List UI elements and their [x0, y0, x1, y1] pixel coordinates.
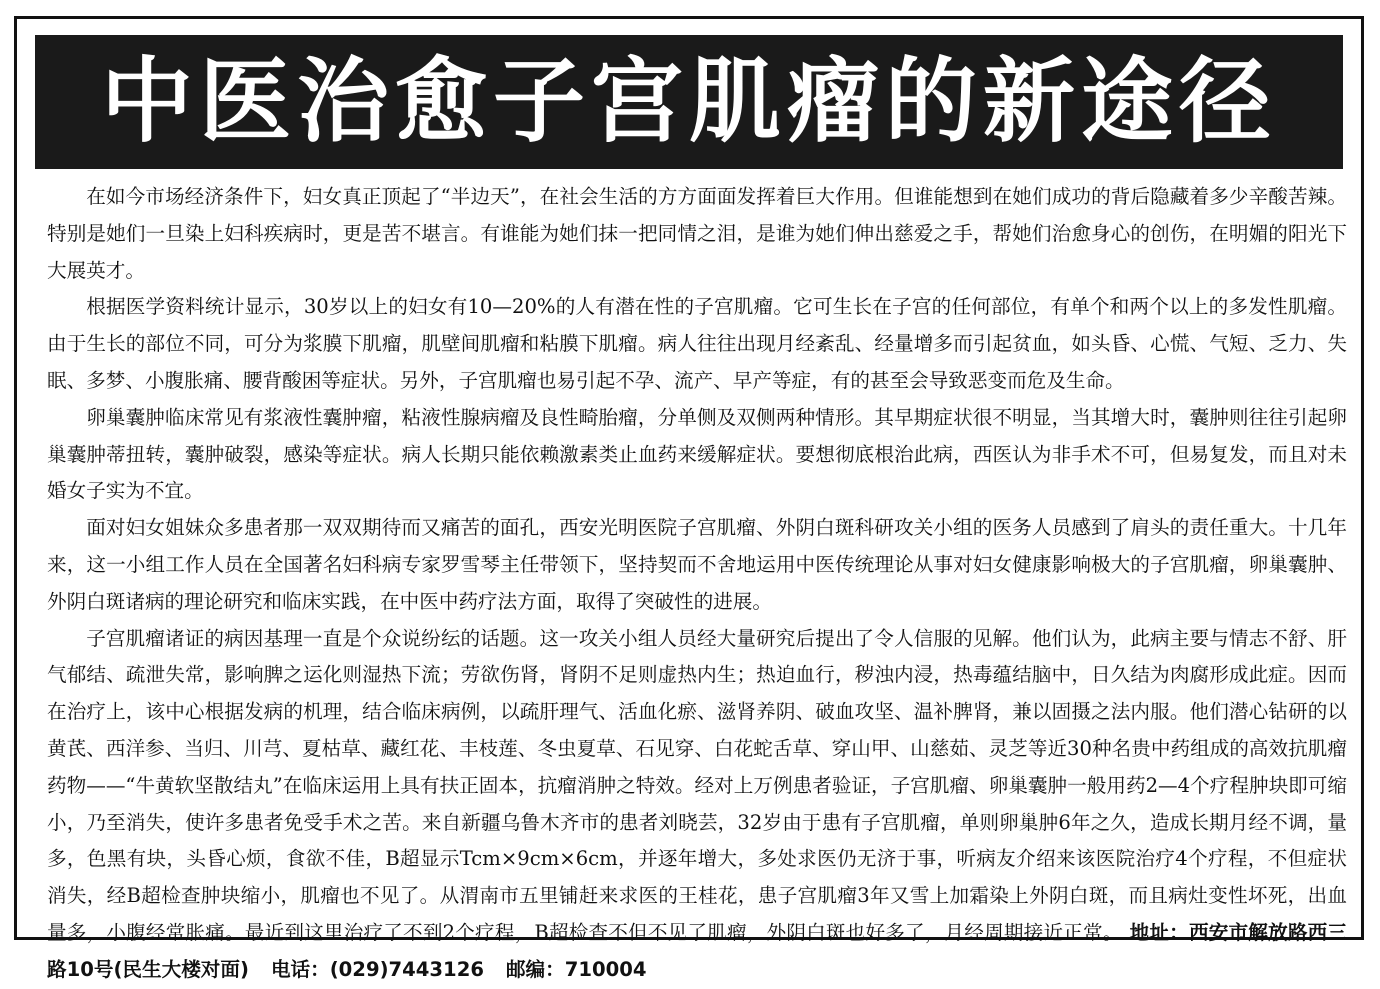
paragraph: 根据医学资料统计显示，30岁以上的妇女有10—20%的人有潜在性的子宫肌瘤。它可生长在子宫的任何部位，有单个和两个以上的多发性肌瘤。由于生长的部位不同，可分为浆膜下肌瘤，肌壁间肌瘤和粘膜下肌瘤。病人往往出现月经紊乱、经量增多而引起贫血，如头昏、心慌、气短、乏力、失眠、多梦、小腹胀痛、腰背酸困等症状。另外，子宫肌瘤也易引起不孕、流产、早产等症，有的甚至会导致恶变而危及生命。	[47, 295, 1347, 392]
page-title: 中医治愈子宫肌瘤的新途径	[100, 48, 1277, 155]
paragraph-with-contact	[47, 621, 1347, 989]
title-banner	[35, 35, 1343, 169]
paragraph: 卵巢囊肿临床常见有浆液性囊肿瘤，粘液性腺病瘤及良性畸胎瘤，分单侧及双侧两种情形。其早期症状很不明显，当其增大时，囊肿则往往引起卵巢囊肿蒂扭转，囊肿破裂，感染等症状。病人长期只能依赖激素类止血药来缓解症状。要想彻底根治此病，西医认为非手术不可，但易复发，而且对未婚女子实为不宜。	[47, 405, 1347, 503]
paragraph: 子宫肌瘤诸证的病因基理一直是个众说纷纭的话题。这一攻关小组人员经大量研究后提出了令人信服的见解。他们认为，此病主要与情志不舒、肝气郁结、疏泄失常，影响脾之运化则湿热下流；劳欲伤肾，肾阴不足则虚热内生；热迫血行，秽浊内浸，热毒蕴结脑中，日久结为肉腐形成此症。因而在治疗上，该中心根据发病的机理，结合临床病例，以疏肝理气、活血化瘀、滋肾养阴、破血攻坚、温补脾肾，兼以固摄之法内服。他们潜心钻研的以黄芪、西洋参、当归、川芎、夏枯草、藏红花、丰枝莲、冬虫夏草、石见穿、白花蛇舌草、穿山甲、山慈茹、灵芝等近30种名贵中药组成的高效抗肌瘤药物——“牛黄软坚散结丸”在临床运用上具有扶正固本，抗瘤消肿之特效。经对上万例患者验证，子宫肌瘤、卵巢囊肿一般用药2—4个疗程肿块即可缩小，乃至消失，使许多患者免受手术之苦。来自新疆乌鲁木齐市的患者刘晓芸，32岁由于患有子宫肌瘤，单则卵巢肿6年之久，造成长期月经不调，量多，色黑有块，头昏心烦，食欲不佳，B超显示Tcm×9cm×6cm，并逐年增大，多处求医仍无济于事，听病友介绍来该医院治疗4个疗程，不但症状消失，经B超检查肿块缩小，肌瘤也不见了。从渭南市五里铺赶来求医的王桂花，患子宫肌瘤3年又雪上加霜染上外阴白斑，而且病灶变性坏死，出血量多，小腹经常胀痛。最近到这里治疗了不到2个疗程，B超检查不但不见了肌瘤，外阴白斑也好多了，月经周期接近正常。	[47, 626, 1347, 944]
phone: 电话：(029)7443126	[270, 957, 484, 981]
article-body	[47, 179, 1347, 989]
paragraph: 面对妇女姐妹众多患者那一双双期待而又痛苦的面孔，西安光明医院子宫肌瘤、外阴白斑科研攻关小组的医务人员感到了肩头的责任重大。十几年来，这一小组工作人员在全国著名妇科病专家罗雪琴主任带领下，坚持契而不舍地运用中医传统理论从事对妇女健康影响极大的子宫肌瘤，卵巢囊肿、外阴白斑诸病的理论研究和临床实践，在中医中药疗法方面，取得了突破性的进展。	[47, 516, 1347, 613]
paragraph: 在如今市场经济条件下，妇女真正顶起了“半边天”，在社会生活的方方面面发挥着巨大作用。但谁能想到在她们成功的背后隐藏着多少辛酸苦辣。特别是她们一旦染上妇科疾病时，更是苦不堪言。有谁能为她们抹一把同情之泪，是谁为她们伸出慈爱之手，帮她们治愈身心的创伤，在明媚的阳光下大展英才。	[47, 185, 1347, 282]
address: 地址：西安市解放路西三路10号(民生大楼对面)	[47, 920, 1348, 981]
advertisement-frame	[14, 16, 1364, 981]
postcode: 邮编：710004	[505, 957, 647, 981]
